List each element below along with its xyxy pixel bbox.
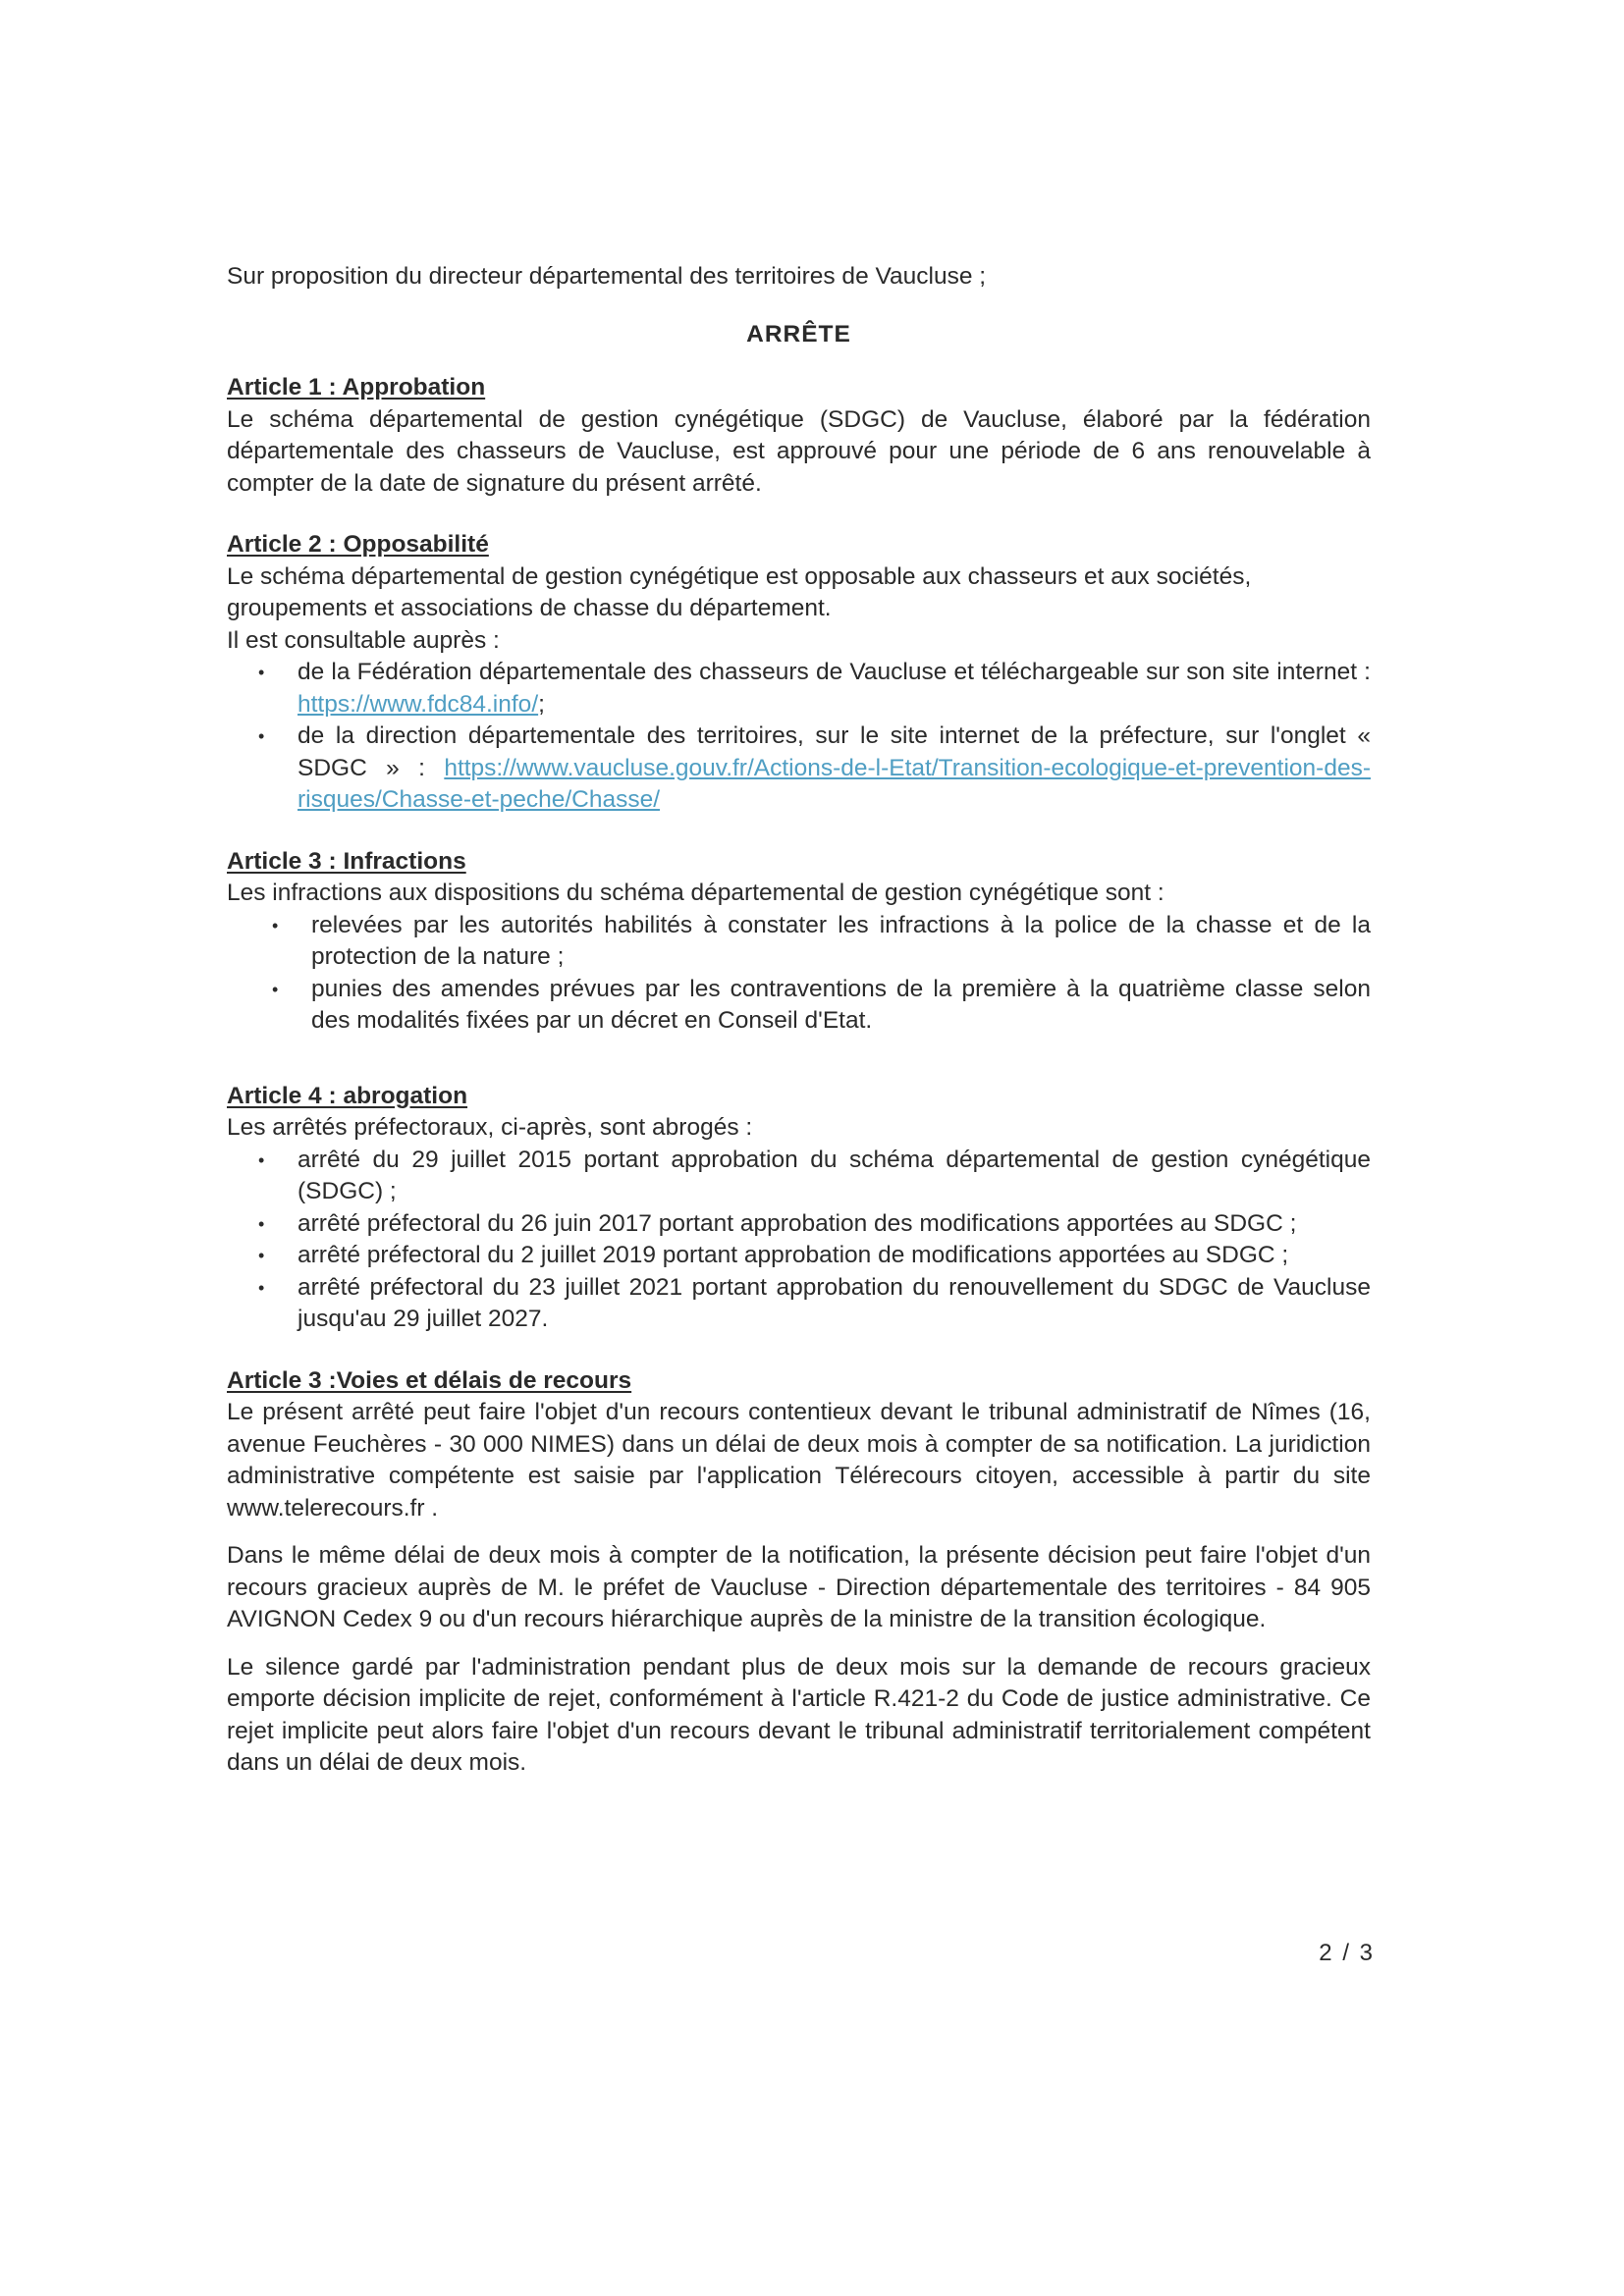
list-item [258, 1272, 1371, 1336]
list-item [272, 974, 1371, 1038]
intro-line: Sur proposition du directeur départemental des territoires de Vaucluse ; [227, 263, 987, 290]
fdc84-link[interactable]: https://www.fdc84.info/ [298, 690, 539, 718]
list-item-text: arrêté préfectoral du 23 juillet 2021 portant approbation du renouvellement du SDGC de Vaucluse jusqu'au 29 juillet 2027. [298, 1273, 1371, 1332]
list-item [258, 1240, 1371, 1272]
bullet-icon: • [258, 1149, 265, 1170]
list-item-text: arrêté préfectoral du 2 juillet 2019 portant approbation de modifications apportées au SDGC ; [298, 1242, 1289, 1268]
list-item [258, 657, 1371, 721]
bullet-icon: • [258, 663, 265, 682]
list-item-text: de la direction départementale des territoires, sur le site internet de la préfecture, sur l'onglet « SDGC » : [298, 722, 1371, 781]
article-2 [227, 529, 1371, 817]
bullet-icon: • [258, 1246, 265, 1265]
article-2-title: Article 2 : Opposabilité [227, 531, 489, 558]
article-4-list [227, 1145, 1371, 1336]
list-item-text: arrêté préfectoral du 26 juin 2017 portant approbation des modifications apportées au SDGC ; [298, 1209, 1297, 1237]
list-item-text: relevées par les autorités habilités à constater les infractions à la police de la chasse et de la protection de la nature ; [311, 911, 1371, 970]
list-item [258, 721, 1371, 817]
bullet-icon: • [258, 1277, 265, 1298]
article-3-list [227, 910, 1371, 1038]
article-4-title: Article 4 : abrogation [227, 1082, 468, 1109]
list-item-end: ; [538, 690, 545, 718]
article-4-text: Les arrêtés préfectoraux, ci-après, sont abrogés : [227, 1114, 753, 1141]
article-recours [227, 1365, 1371, 1780]
list-item [272, 910, 1371, 974]
article-3 [227, 846, 1371, 1038]
list-item-text: de la Fédération départementale des chasseurs de Vaucluse et téléchargeable sur son site internet : [298, 659, 1371, 685]
article-1-title: Article 1 : Approbation [227, 374, 486, 400]
article-3-title: Article 3 : Infractions [227, 847, 466, 875]
bullet-icon: • [258, 726, 265, 746]
article-3-text: Les infractions aux dispositions du schéma départemental de gestion cynégétique sont : [227, 880, 1164, 906]
list-item [258, 1145, 1371, 1208]
article-recours-title: Article 3 :Voies et délais de recours [227, 1366, 632, 1394]
bullet-icon: • [272, 979, 279, 999]
article-1-text: Le schéma départemental de gestion cynégétique (SDGC) de Vaucluse, élaboré par la fédération départementale des chasseurs de Vaucluse, est approuvé pour une période de 6 ans renouvelable à compter de la date de signature du présent arrêté. [227, 405, 1371, 497]
recours-paragraph-2: Dans le même délai de deux mois à compter de la notification, la présente décision peut faire l'objet d'un recours gracieux auprès de M. le préfet de Vaucluse - Direction départementale des territoires - 84 905 AVIGNON Cedex 9 ou d'un recours hiérarchique auprès de la ministre de la transition écologique. [227, 1542, 1371, 1632]
bullet-icon: • [258, 1213, 265, 1234]
prefecture-link[interactable]: https://www.vaucluse.gouv.fr/Actions-de-l-Etat/Transition-ecologique-et-prevention-des-risques/Chasse-et-peche/Chasse/ [298, 754, 1371, 813]
page-number: 2 / 3 [1319, 1940, 1375, 1966]
recours-paragraph-3: Le silence gardé par l'administration pendant plus de deux mois sur la demande de recours gracieux emporte décision implicite de rejet, conformément à l'article R.421-2 du Code de justice administrative. Ce rejet implicite peut alors faire l'objet d'un recours devant le tribunal administratif territorialement compétent dans un délai de deux mois. [227, 1653, 1371, 1776]
article-2-list [227, 657, 1371, 817]
article-2-consultable: Il est consultable auprès : [227, 626, 500, 654]
decision-heading: ARRÊTE [746, 320, 851, 347]
list-item [258, 1208, 1371, 1241]
document-body [227, 261, 1371, 1780]
list-item-text: punies des amendes prévues par les contraventions de la première à la quatrième classe selon des modalités fixées par un décret en Conseil d'Etat. [311, 975, 1371, 1034]
recours-paragraph-1: Le présent arrêté peut faire l'objet d'un recours contentieux devant le tribunal administratif de Nîmes (16, avenue Feuchères - 30 000 NIMES) dans un délai de deux mois à compter de sa notification. La juridiction administrative compétente est saisie par l'application Télérecours citoyen, accessible à partir du site www.telerecours.fr . [227, 1399, 1371, 1522]
article-4 [227, 1081, 1371, 1336]
article-2-text: Le schéma départemental de gestion cynégétique est opposable aux chasseurs et aux sociétés, groupements et associations de chasse du département. [227, 562, 1252, 621]
article-1 [227, 372, 1371, 500]
bullet-icon: • [272, 915, 279, 935]
list-item-text: arrêté du 29 juillet 2015 portant approbation du schéma départemental de gestion cynégétique (SDGC) ; [298, 1146, 1371, 1204]
